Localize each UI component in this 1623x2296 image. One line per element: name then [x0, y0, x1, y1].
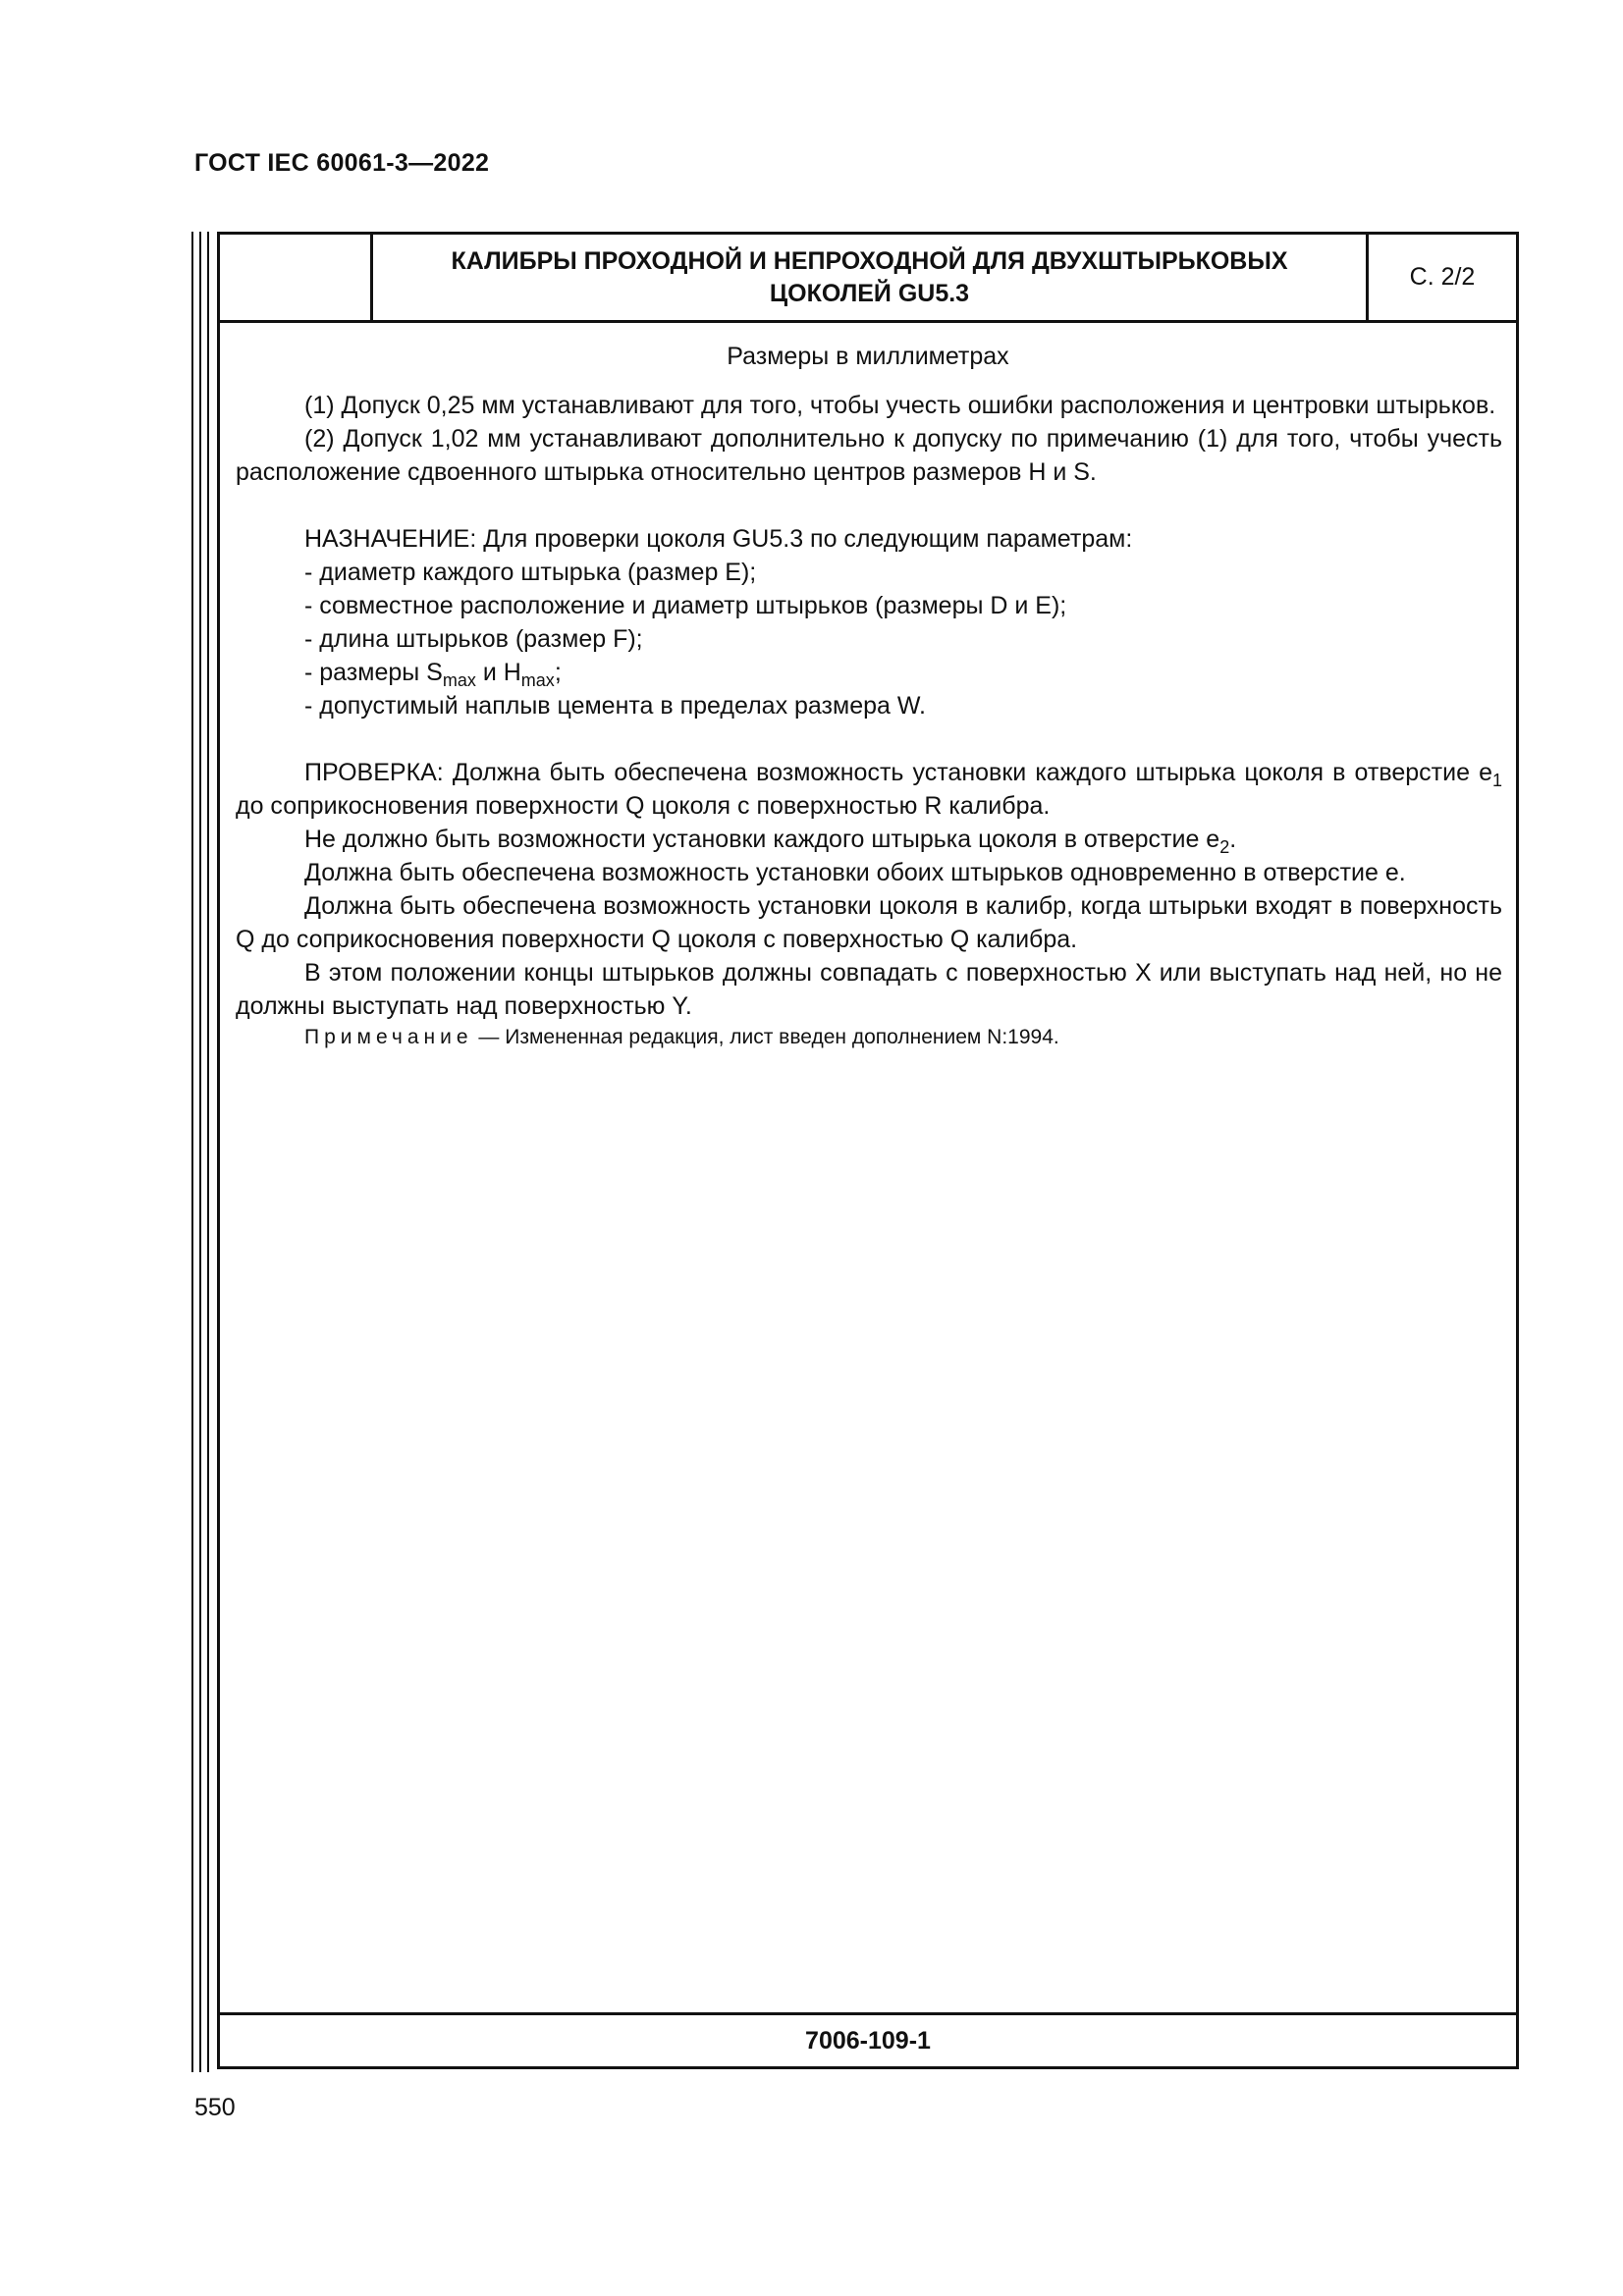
header-blank-cell: [220, 235, 373, 320]
margin-rule: [199, 232, 201, 2072]
check-paragraph-1: ПРОВЕРКА: Должна быть обеспечена возможность установки каждого штырька цоколя в отверстие $e_1$ до соприкосновения поверхности Q цоколя с поверхностью R калибра.: [236, 759, 1502, 820]
sheet-page: С. 2/2: [1366, 235, 1516, 320]
sheet-frame: [217, 232, 1519, 2069]
check-paragraph-3: Должна быть обеспечена возможность установки обоих штырьков одновременно в отверстие e.: [304, 859, 1406, 886]
purpose-item: - диаметр каждого штырька (размер E);: [304, 559, 757, 586]
footnote-label: Примечание: [304, 1026, 473, 1048]
sheet-title: [373, 235, 1366, 320]
footnote-text: — Измененная редакция, лист введен дополнением N:1994.: [472, 1026, 1059, 1048]
page-number: 550: [194, 2094, 236, 2121]
document-header: ГОСТ IEC 60061-3—2022: [194, 149, 490, 177]
margin-rule: [191, 232, 193, 2072]
footnote: [236, 1023, 1502, 1052]
body-text: [236, 389, 1502, 1052]
check-paragraph-4: Должна быть обеспечена возможность установки цоколя в калибр, когда штырьки входят в поверхность Q до соприкосновения поверхности Q цоколя с поверхностью Q калибра.: [236, 892, 1502, 953]
purpose-item: - длина штырьков (размер F);: [304, 625, 643, 653]
purpose-item: - совместное расположение и диаметр штырьков (размеры D и E);: [304, 592, 1067, 619]
margin-rule: [207, 232, 209, 2072]
units-caption: Размеры в миллиметрах: [727, 343, 1009, 370]
purpose-item-dimensions: - размеры $S_{max}$ и $H_{max}$;: [304, 659, 562, 690]
tolerance-note-2: (2) Допуск 1,02 мм устанавливают дополнительно к допуску по примечанию (1) для того, чтобы учесть расположение сдвоенного штырька относительно центров размеров H и S.: [236, 425, 1502, 486]
tolerance-note-1: (1) Допуск 0,25 мм устанавливают для того, чтобы учесть ошибки расположения и центровки штырьков.: [304, 392, 1496, 419]
sheet-title-line1: КАЛИБРЫ ПРОХОДНОЙ И НЕПРОХОДНОЙ ДЛЯ ДВУХШТЫРЬКОВЫХ: [451, 246, 1288, 275]
sheet-code: 7006-109-1: [220, 2012, 1516, 2066]
sheet-title-line2: ЦОКОЛЕЙ GU5.3: [769, 279, 970, 307]
sheet-header-row: [220, 235, 1516, 323]
purpose-intro: НАЗНАЧЕНИЕ: Для проверки цоколя GU5.3 по следующим параметрам:: [304, 525, 1133, 553]
check-paragraph-5: В этом положении концы штырьков должны совпадать с поверхностью X или выступать над ней, но не должны выступать над поверхностью Y.: [236, 959, 1502, 1020]
check-paragraph-2: Не должно быть возможности установки каждого штырька цоколя в отверстие $e_2$.: [304, 826, 1237, 857]
purpose-item: - допустимый наплыв цемента в пределах размера W.: [304, 692, 927, 720]
